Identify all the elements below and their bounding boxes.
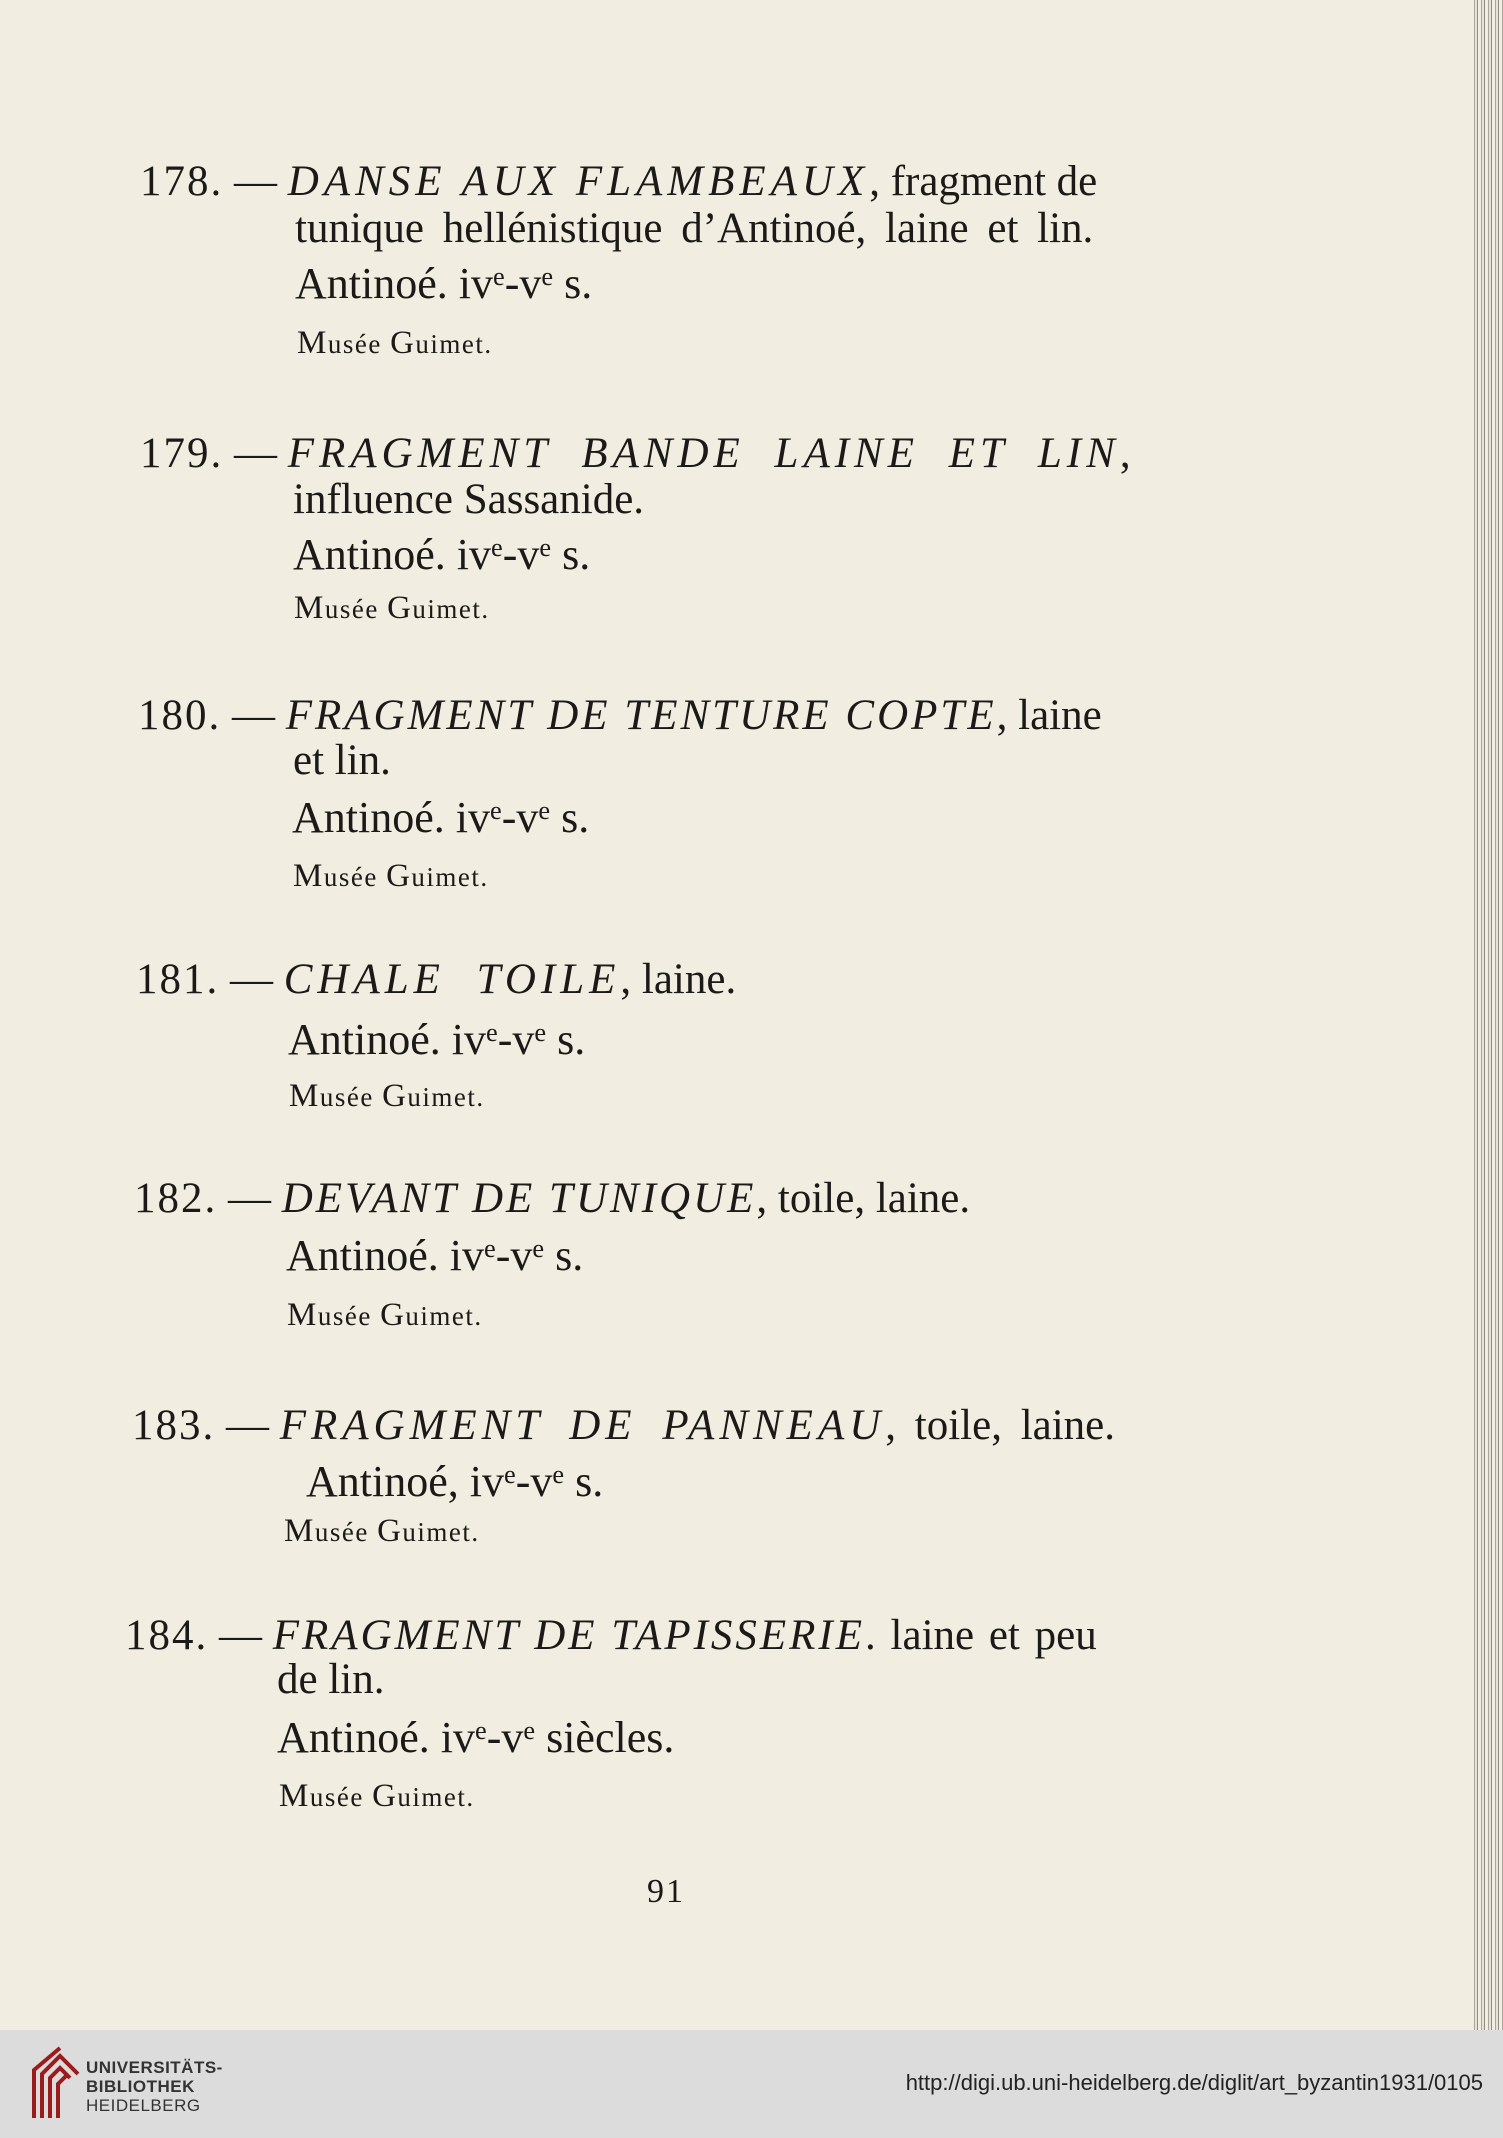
entry-dash: —	[228, 1175, 271, 1222]
entry-description: , toile, laine.	[885, 1402, 1116, 1449]
entry-number: 180.	[138, 692, 222, 739]
entry-museum: Musée Guimet.	[284, 1513, 480, 1549]
entry-heading-line	[136, 958, 736, 1001]
entry-description: ,	[1119, 430, 1131, 477]
page-number: 91	[647, 1873, 685, 1910]
entry-title: FRAGMENT DE TENTURE COPTE	[285, 692, 997, 739]
entry-dash: —	[230, 956, 273, 1003]
entry-heading-line	[134, 1177, 970, 1220]
entry-dash: —	[226, 1402, 269, 1449]
entry-description: , fragment de	[869, 158, 1098, 205]
entry-heading-line	[125, 1614, 1097, 1657]
entry-number: 182.	[134, 1175, 218, 1222]
entry-description-line: tunique hellénistique d’Antinoé, laine et lin.	[295, 205, 1094, 252]
entry-description: , laine	[996, 692, 1102, 739]
entry-title: DEVANT DE TUNIQUE	[281, 1175, 757, 1222]
entry-museum: Musée Guimet.	[294, 590, 490, 626]
entry-dash: —	[234, 158, 277, 205]
entry-heading-line	[140, 432, 1131, 475]
entry-date: Antinoé. $iv^e-v^e$ s.	[293, 530, 591, 579]
entry-heading-line	[140, 160, 1097, 203]
viewer-footer	[0, 2030, 1503, 2138]
entry-number: 181.	[136, 956, 220, 1003]
page-edge	[1471, 0, 1503, 2030]
entry-museum: Musée Guimet.	[297, 325, 493, 361]
entry-dash: —	[234, 430, 277, 477]
entry-date: Antinoé. $iv^e-v^e$ s.	[286, 1231, 584, 1280]
library-logo-icon[interactable]	[30, 2044, 90, 2122]
entry-date: Antinoé. $iv^e-v^e$ s.	[292, 793, 590, 842]
entry-dash: —	[219, 1612, 262, 1659]
entry-museum: Musée Guimet.	[293, 858, 489, 894]
entry-date: Antinoé. $iv^e-v^e$ siècles.	[277, 1713, 675, 1762]
entry-title: FRAGMENT DE TAPISSERIE	[272, 1612, 866, 1659]
entry-description-line: de lin.	[277, 1656, 385, 1703]
entry-description: , toile, laine.	[756, 1175, 971, 1222]
entry-description-line: influence Sassanide.	[293, 476, 645, 523]
entry-description-line: et lin.	[293, 737, 391, 784]
entry-date: Antinoé. $iv^e-v^e$ s.	[295, 259, 593, 308]
entry-date: Antinoé. $iv^e-v^e$ s.	[288, 1015, 586, 1064]
entry-museum: Musée Guimet.	[289, 1078, 485, 1114]
entry-museum: Musée Guimet.	[279, 1778, 475, 1814]
entry-number: 184.	[125, 1612, 209, 1659]
entry-date: Antinoé, $iv^e-v^e$ s.	[306, 1457, 604, 1506]
entry-title: FRAGMENT DE PANNEAU	[279, 1402, 886, 1449]
entry-dash: —	[232, 692, 275, 739]
entry-number: 179.	[140, 430, 224, 477]
entry-title: DANSE AUX FLAMBEAUX	[287, 158, 870, 205]
library-name[interactable]: UNIVERSITÄTS- BIBLIOTHEK HEIDELBERG	[86, 2058, 223, 2115]
entry-heading-line	[132, 1404, 1115, 1447]
entry-museum: Musée Guimet.	[287, 1297, 483, 1333]
entry-description: . laine et peu	[865, 1612, 1097, 1659]
entry-description: , laine.	[620, 956, 737, 1003]
entry-title: CHALE TOILE	[283, 956, 621, 1003]
entry-number: 183.	[132, 1402, 216, 1449]
entry-heading-line	[138, 694, 1102, 737]
permalink-url[interactable]: http://digi.ub.uni-heidelberg.de/diglit/art_byzantin1931/0105	[905, 2070, 1483, 2095]
entry-title: FRAGMENT BANDE LAINE ET LIN	[287, 430, 1120, 477]
entry-number: 178.	[140, 158, 224, 205]
